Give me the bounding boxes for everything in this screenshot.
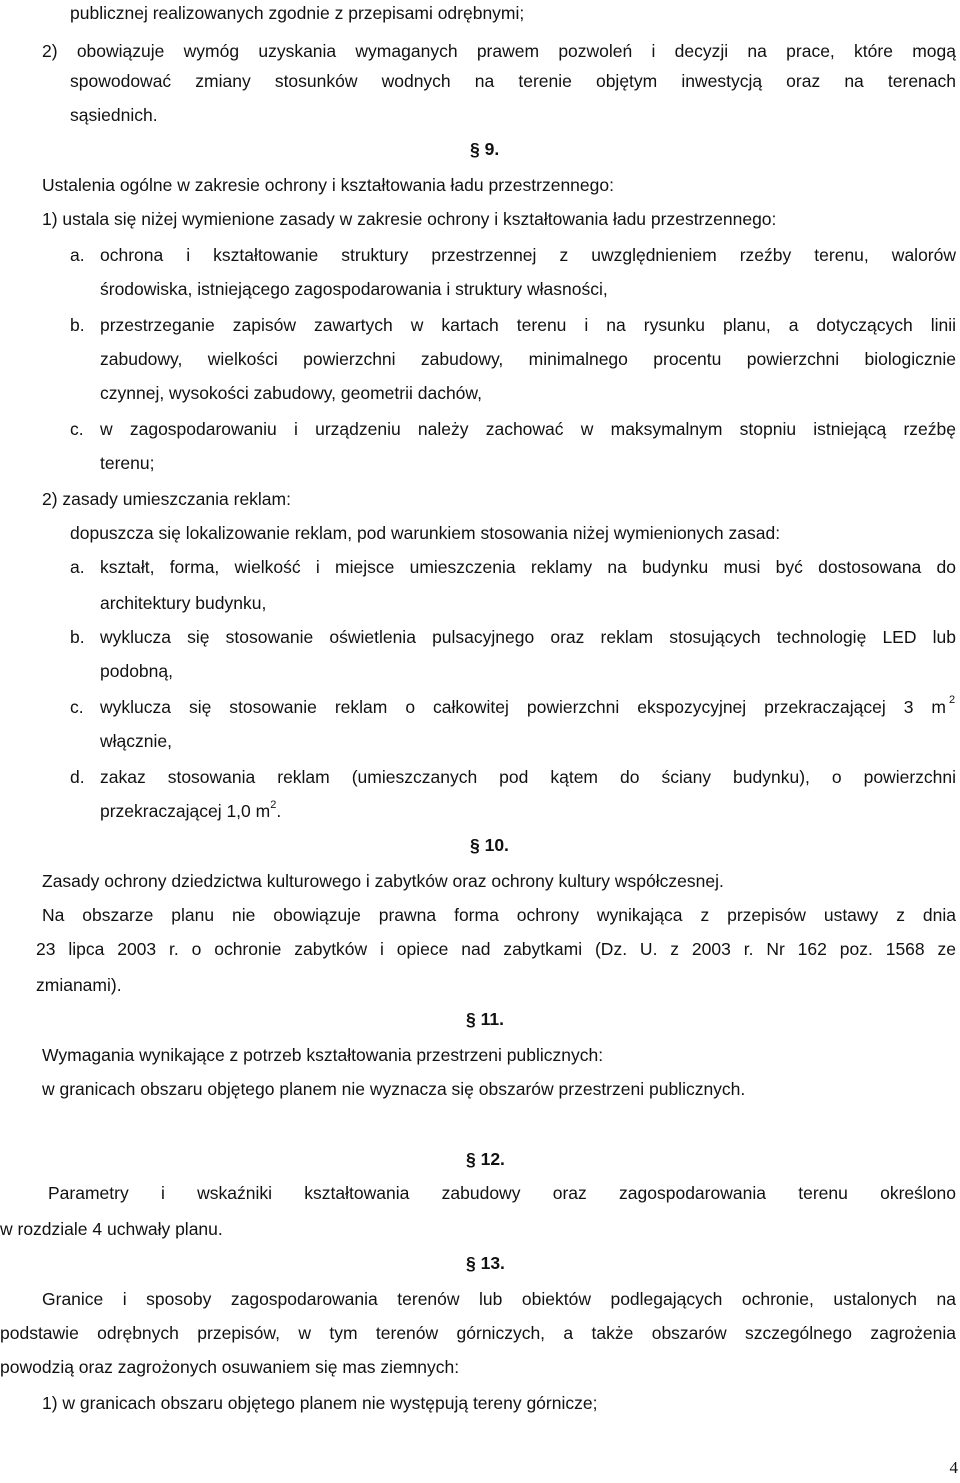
list-marker: a. (70, 557, 85, 577)
text-line: Ustalenia ogólne w zakresie ochrony i kształtowania ładu przestrzennego: (42, 175, 614, 195)
text-line: ochrona i kształtowanie struktury przestrzennej z uwzględnieniem rzeźby terenu, walorów (100, 245, 956, 265)
text-line: terenu; (100, 453, 155, 473)
section-heading: § 10. (470, 835, 509, 855)
section-heading: § 9. (470, 139, 500, 159)
text-line: zabudowy, wielkości powierzchni zabudowy, minimalnego procentu powierzchni biologicznie (100, 349, 956, 369)
text-line: 1) ustala się niżej wymienione zasady w zakresie ochrony i kształtowania ładu przestrzennego: (42, 209, 777, 229)
list-marker: d. (70, 767, 85, 787)
text-line: Parametry i wskaźniki kształtowania zabudowy oraz zagospodarowania terenu określono (48, 1183, 956, 1203)
list-marker: c. (70, 419, 84, 439)
text-line: Zasady ochrony dziedzictwa kulturowego i zabytków oraz ochrony kultury współczesnej. (42, 871, 724, 891)
text-line: 1) w granicach obszaru objętego planem nie występują tereny górnicze; (42, 1393, 598, 1413)
text-line: 2) obowiązuje wymóg uzyskania wymaganych prawem pozwoleń i decyzji na prace, które mogą (42, 41, 956, 61)
text-line: 23 lipca 2003 r. o ochronie zabytków i opiece nad zabytkami (Dz. U. z 2003 r. Nr 162 poz. 1568 ze (36, 939, 956, 959)
text-line: sąsiednich. (70, 105, 158, 125)
text-line: w zagospodarowaniu i urządzeniu należy zachować w maksymalnym stopniu istniejącą rzeźbę (100, 419, 956, 439)
text-line: powodzią oraz zagrożonych osuwaniem się mas ziemnych: (0, 1357, 460, 1377)
text-line: Granice i sposoby zagospodarowania terenów lub obiektów podlegających ochronie, ustalonych na (42, 1289, 956, 1309)
text-fragment: przekraczającej 1,0 m (100, 801, 271, 821)
text-line: wyklucza się stosowanie oświetlenia pulsacyjnego oraz reklam stosujących technologię LED lub (100, 627, 956, 647)
text-line: Na obszarze planu nie obowiązuje prawna forma ochrony wynikająca z przepisów ustawy z dnia (42, 905, 956, 925)
text-line: w granicach obszaru objętego planem nie wyznacza się obszarów przestrzeni publicznych. (42, 1079, 746, 1099)
text-line: podstawie odrębnych przepisów, w tym terenów górniczych, a także obszarów szczególnego zagrożenia (0, 1323, 956, 1343)
text-line: Wymagania wynikające z potrzeb kształtowania przestrzeni publicznych: (42, 1045, 604, 1065)
list-marker: a. (70, 245, 85, 265)
text-line: wyklucza się stosowanie reklam o całkowitej powierzchni ekspozycyjnej przekraczającej 3 m (100, 697, 946, 717)
text-line: kształt, forma, wielkość i miejsce umieszczenia reklamy na budynku musi być dostosowana do (100, 557, 956, 577)
list-marker: b. (70, 315, 85, 335)
text-line: włącznie, (100, 731, 172, 751)
list-marker: c. (70, 697, 84, 717)
section-heading: § 13. (466, 1253, 505, 1273)
text-line: spowodować zmiany stosunków wodnych na terenie objętym inwestycją oraz na terenach (70, 71, 956, 91)
text-line (100, 800, 281, 822)
superscript: 2 (949, 694, 956, 706)
text-line: 2) zasady umieszczania reklam: (42, 489, 291, 509)
list-marker: b. (70, 627, 85, 647)
superscript: 2 (270, 799, 277, 811)
section-heading: § 11. (466, 1009, 504, 1029)
text-line: przestrzeganie zapisów zawartych w kartach terenu i na rysunku planu, a dotyczących linii (100, 315, 956, 335)
text-line: w rozdziale 4 uchwały planu. (0, 1219, 223, 1239)
page-number: 4 (949, 1458, 958, 1477)
text-line: architektury budynku, (100, 593, 267, 613)
text-fragment: . (276, 801, 282, 821)
text-line: podobną, (100, 661, 173, 681)
text-line: środowiska, istniejącego zagospodarowania i struktury własności, (100, 279, 608, 299)
text-line: publicznej realizowanych zgodnie z przepisami odrębnymi; (70, 3, 525, 23)
section-heading: § 12. (466, 1149, 505, 1169)
text-line: zmianami). (36, 975, 122, 995)
text-line: zakaz stosowania reklam (umieszczanych pod kątem do ściany budynku), o powierzchni (100, 767, 956, 787)
text-line: czynnej, wysokości zabudowy, geometrii dachów, (100, 383, 482, 403)
text-line: dopuszcza się lokalizowanie reklam, pod warunkiem stosowania niżej wymienionych zasad: (70, 523, 781, 543)
